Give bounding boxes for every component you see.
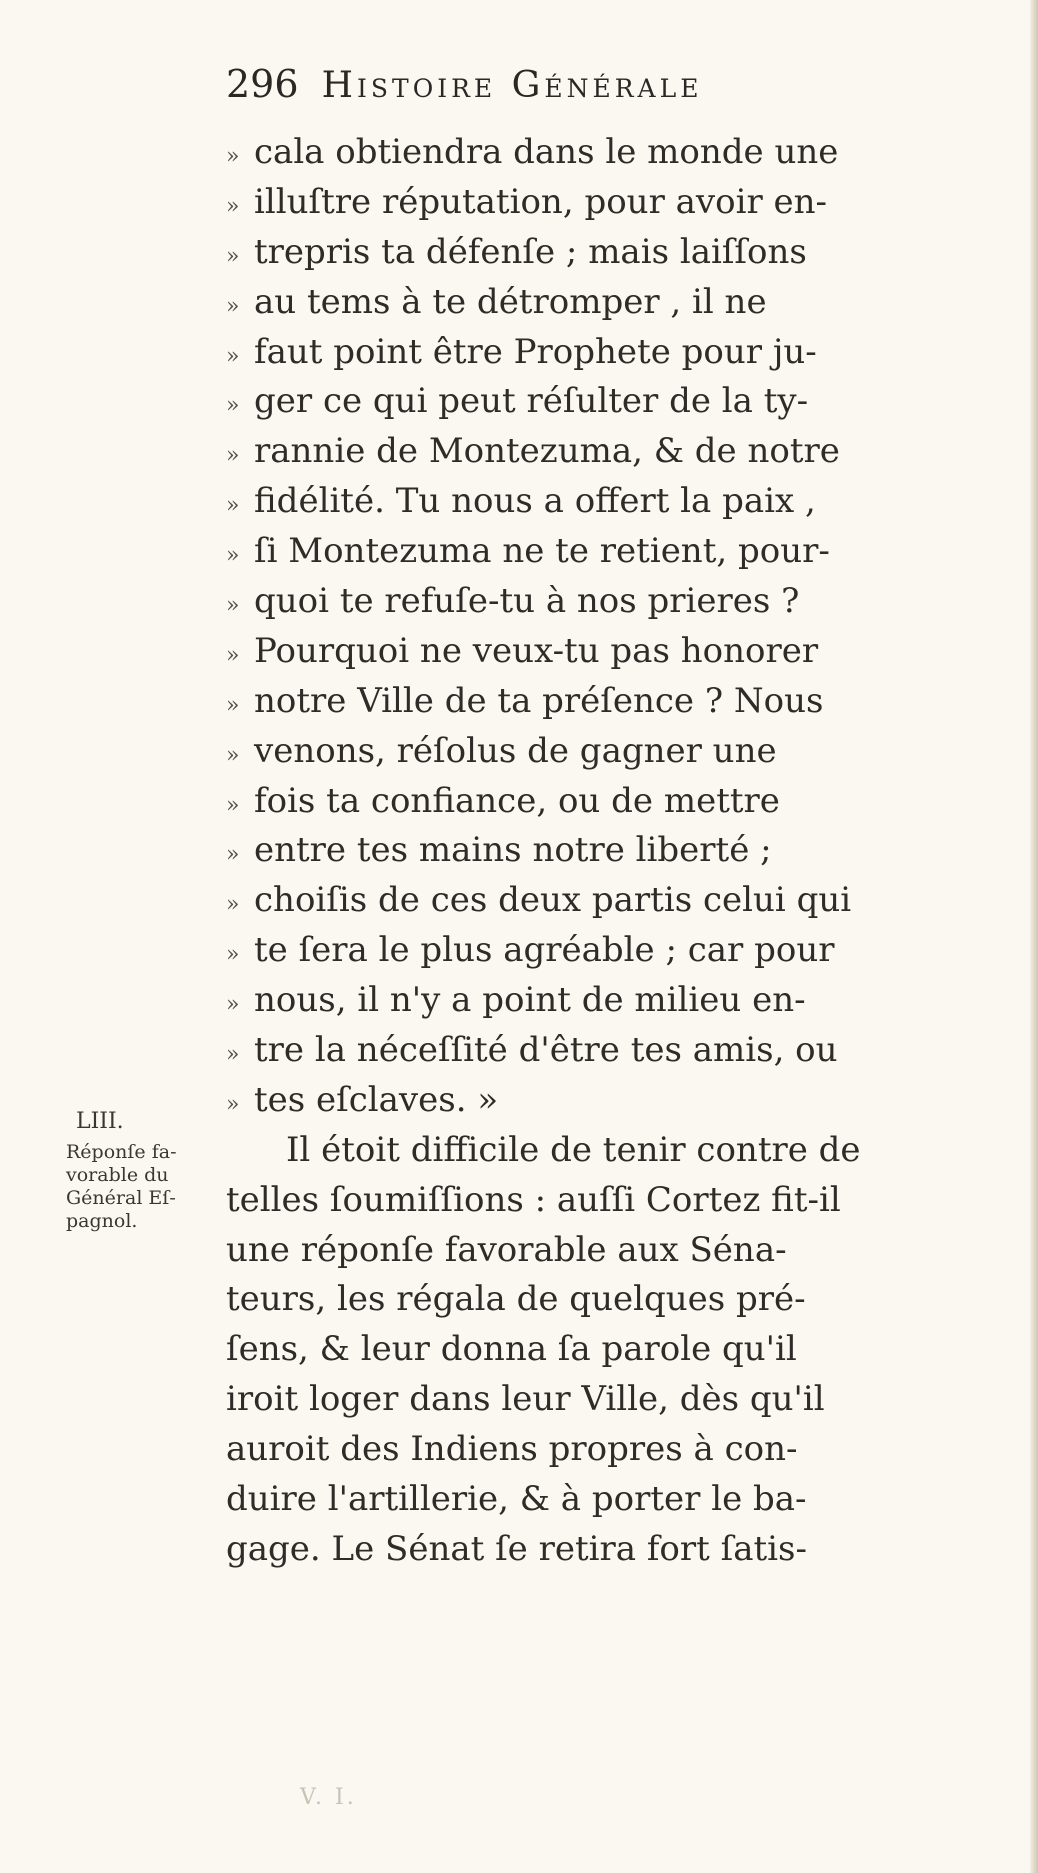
text-line (226, 1325, 946, 1375)
line-text: entre tes mains notre liberté ; (254, 830, 772, 871)
quote-mark: » (226, 642, 240, 668)
text-line (226, 278, 946, 328)
text-line (226, 976, 946, 1026)
line-text: tre la néceſſité d'être tes amis, ou (254, 1030, 838, 1071)
line-text: tes eſclaves. » (254, 1079, 499, 1120)
line-text: fidélité. Tu nous a offert la paix , (254, 481, 816, 522)
quote-mark: » (226, 792, 240, 818)
line-text: fois ta confiance, ou de mettre (254, 780, 780, 821)
quote-mark: » (226, 343, 240, 369)
text-line (226, 1026, 946, 1076)
line-text: notre Ville de ta préſence ? Nous (254, 680, 824, 721)
text-line (226, 128, 946, 178)
line-text: te ſera le plus agréable ; car pour (254, 930, 835, 971)
line-text: Pourquoi ne veux-tu pas honorer (254, 630, 819, 671)
quote-mark: » (226, 593, 240, 619)
text-line (226, 627, 946, 677)
quote-mark: » (226, 842, 240, 868)
text-line (226, 1475, 946, 1525)
quote-mark: » (226, 742, 240, 768)
text-line (226, 477, 946, 527)
text-line (226, 427, 946, 477)
quote-mark: » (226, 1091, 240, 1117)
line-text: venons, réſolus de gagner une (254, 730, 777, 771)
line-text: Il étoit difficile de tenir contre de (286, 1129, 861, 1170)
quote-mark: » (226, 942, 240, 968)
quote-mark: » (226, 692, 240, 718)
quote-mark: » (226, 1042, 240, 1068)
line-text: auroit des Indiens propres à con- (226, 1429, 798, 1470)
text-line (226, 876, 946, 926)
text-line (226, 1425, 946, 1475)
quote-mark: » (226, 992, 240, 1018)
quote-mark: » (226, 892, 240, 918)
running-title: Histoire Générale (321, 65, 703, 106)
text-line (226, 228, 946, 278)
margin-note-line: pagnol. (66, 1210, 138, 1232)
quote-mark: » (226, 293, 240, 319)
line-text: rannie de Montezuma, & de notre (254, 431, 840, 472)
line-text: ſi Montezuma ne te retient, pour- (254, 531, 830, 572)
text-line (226, 1525, 946, 1575)
text-line (226, 1375, 946, 1425)
text-line (226, 377, 946, 427)
line-text: quoi te refuſe-tu à nos prieres ? (254, 581, 800, 622)
line-text: trepris ta défenſe ; mais laiſſons (254, 231, 807, 272)
line-text: au tems à te détromper , il ne (254, 281, 767, 322)
text-line (226, 1076, 946, 1126)
paragraph-first-line (226, 1126, 946, 1176)
line-text: teurs, les régala de quelques pré- (226, 1279, 806, 1320)
quote-mark: » (226, 193, 240, 219)
line-text: ger ce qui peut réſulter de la ty- (254, 381, 809, 422)
margin-note (66, 1110, 218, 1233)
text-line (226, 826, 946, 876)
line-text: duire l'artillerie, & à porter le ba- (226, 1479, 807, 1520)
quote-mark: » (226, 393, 240, 419)
line-text: telles ſoumiſſions : auſſi Cortez fit-il (226, 1179, 841, 1220)
line-text: choiſis de ces deux partis celui qui (254, 880, 852, 921)
text-line (226, 677, 946, 727)
line-text: nous, il n'y a point de milieu en- (254, 980, 806, 1021)
quote-mark: » (226, 543, 240, 569)
margin-note-line: Réponſe fa- (66, 1141, 177, 1163)
text-line (226, 1176, 946, 1226)
text-line (226, 777, 946, 827)
margin-note-line: vorable du (66, 1164, 169, 1186)
line-text: ſens, & leur donna ſa parole qu'il (226, 1329, 797, 1370)
line-text: cala obtiendra dans le monde une (254, 132, 839, 172)
line-text: une réponſe favorable aux Séna- (226, 1229, 787, 1270)
text-line (226, 1275, 946, 1325)
line-text: faut point être Prophete pour ju- (254, 331, 817, 372)
line-text: illuſtre réputation, pour avoir en- (254, 181, 828, 222)
text-line (226, 727, 946, 777)
text-line (226, 1226, 946, 1276)
signature-mark: V. I. (300, 1785, 357, 1810)
margin-note-number: LIII. (76, 1109, 124, 1134)
quote-mark: » (226, 243, 240, 269)
text-line (226, 527, 946, 577)
body-text (226, 128, 946, 1575)
text-line (226, 178, 946, 228)
quote-mark: » (226, 144, 240, 169)
quote-mark: » (226, 443, 240, 469)
running-header (226, 62, 946, 118)
line-text: iroit loger dans leur Ville, dès qu'il (226, 1379, 825, 1420)
text-line (226, 926, 946, 976)
margin-note-line: Général Eſ- (66, 1187, 176, 1209)
quote-mark: » (226, 493, 240, 519)
text-line (226, 328, 946, 378)
page-number: 296 (226, 62, 299, 106)
line-text: gage. Le Sénat ſe retira fort ſatis- (226, 1528, 807, 1569)
text-line (226, 577, 946, 627)
